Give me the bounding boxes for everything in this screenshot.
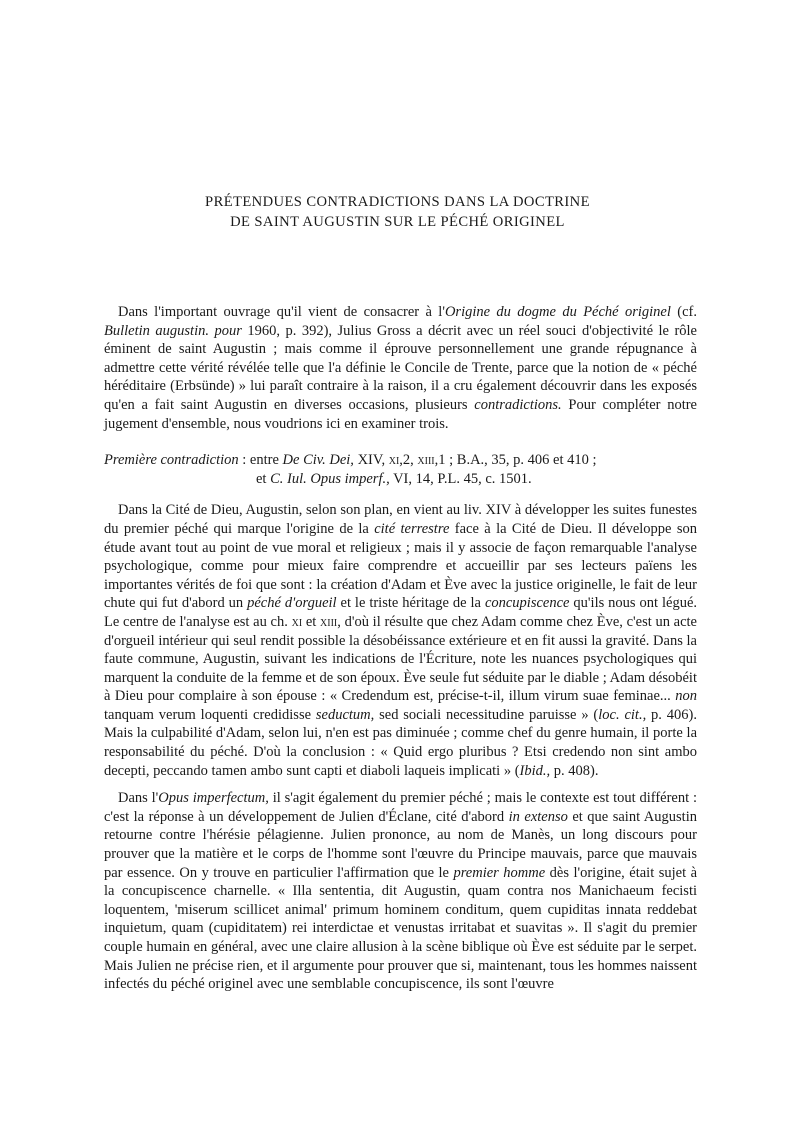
- emphasis: seductum,: [315, 706, 375, 723]
- text-run: et le triste héritage de la: [336, 595, 485, 612]
- text-run: Dans la Cité de Dieu, Augustin, selon son plan, en vient au liv. XIV à développer les suites funestes du premier péché qui marque l'origine de la: [104, 502, 697, 537]
- text-run: sed sociali necessitudine paruisse » (: [374, 706, 599, 723]
- emphasis: non: [675, 688, 697, 705]
- emphasis: premier homme: [453, 864, 546, 881]
- text-run: ,2,: [399, 452, 418, 469]
- text-run: dès l'origine, était sujet à la concupiscence charnelle. « Illa sententia, dit Augustin, quam contra nos Manichaeum fecisti loquentem, 'miserum scillicet animal' primum hominem conditum, quem cupiditas innata reddebat inquietum, quam (cupiditatem) rei interdictae et venustas irritabat et suavitas ». Il s'agit du premier couple humain en général, avec une claire allusion à la scène biblique où Ève est séduite par le serpet. Mais Julien ne précise rien, et il argumente pour prouver que si, maintenant, tous les hommes naissent infectés du péché originel avec une semblable concupiscence, ils sont l'œuvre: [104, 864, 698, 993]
- text-run: XIV,: [353, 452, 389, 469]
- intro-paragraph: [104, 303, 697, 433]
- text-run: Pour compléter notre jugement d'ensemble, nous voudrions ici en examiner trois.: [104, 396, 697, 432]
- title-line-2: DE SAINT AUGUSTIN SUR LE PÉCHÉ ORIGINEL: [230, 214, 565, 230]
- text-run: VI, 14, P.L. 45, c. 1501.: [389, 470, 532, 487]
- book-title: Origine du dogme du Péché originel: [444, 304, 671, 320]
- reference-label: Première contradiction: [104, 452, 239, 469]
- text-run: il s'agit également du premier péché ; mais le contexte est tout différent : c'est la réponse à un développement de Julien d'Éclane, cité d'abord: [104, 790, 697, 825]
- text-run: face à la Cité de Dieu. Il développe son étude avant tout au point de vue moral et religieux ; mais il y associe de façon remarquable l'analyse psychologique, comme pour mieux faire comprendre et accueillir par ses lecteurs païens les importantes vérités de foi que sont : la création d'Adam et Ève avec la justice originelle, le fait de leur chute qui fut d'abord un: [104, 520, 697, 612]
- citation: Ibid.,: [519, 762, 551, 779]
- emphasis: in extenso: [508, 808, 568, 825]
- text-run: Dans l': [118, 790, 159, 807]
- text-run: 1960, p. 392), Julius Gross a décrit avec un réel souci d'objectivité le rôle éminent de saint Augustin ; mais comme il éprouve personnellement une grande répugnance à admettre cette vérité révélée telle que l'a définie le Concile de Trente, parce que la notion de « péché héréditaire (Erbsünde) » lui paraît contraire à la raison, il a cru également découvrir dans les exposés qu'en a fait saint Augustin en diverses occasions, plusieurs: [104, 322, 697, 413]
- text-run: p. 406). Mais la culpabilité d'Adam, selon lui, n'en est pas diminuée ; comme chef du genre humain, il porte la responsabilité du péché. D'où la conclusion : « Quid ergo pluribus ? Etsi credendo non sint ambo decepti, peccando tamen ambo sunt capti et diaboli laqueis implicati » (: [104, 706, 697, 779]
- chapter-numeral: xiii: [417, 452, 435, 469]
- paragraph-opus-imperfectum: [104, 789, 697, 994]
- chapter-numeral: xi: [291, 613, 303, 630]
- work-title: Opus imperfectum,: [158, 790, 269, 807]
- emphasis: cité terrestre: [374, 520, 450, 537]
- text-run: tanquam verum loquenti credidisse: [104, 706, 316, 723]
- emphasis: concupiscence: [484, 595, 570, 612]
- text-run: et que saint Augustin retourne contre l'hérésie pélagienne. Julien prononce, au nom de Manès, un long discours pour prouver que la matière et le corps de l'homme sont l'œuvre du Principe mauvais, parce que mauvais par essence. On y trouve en particulier l'affirmation que le: [104, 808, 697, 881]
- text-run: et: [256, 470, 271, 487]
- paragraph-cite-de-dieu: [104, 501, 697, 780]
- text-run: (cf.: [670, 304, 697, 320]
- text-run: ,1 ; B.A., 35, p. 406 et 410 ;: [434, 452, 597, 469]
- emphasis: péché d'orgueil: [247, 595, 337, 612]
- article-body: [104, 303, 697, 1003]
- text-run: qu'ils nous ont légué. Le centre de l'analyse est au ch.: [104, 595, 698, 630]
- text-run: , d'où il résulte que chez Adam comme chez Ève, c'est un acte d'orgueil intérieur qui seul rendit possible la désobéissance extérieure et en fit aussi la gravité. Dans la faute commune, Augustin, suivant les indications de l'Écriture, note les nuances psychologiques qui marquent la conduite de la femme et de son époux. Ève seule fut séduite par le diable ; Adam désobéit à Dieu pour complaire à son épouse : « Credendum est, précise-t-il, illum virum suae feminae...: [104, 613, 697, 705]
- work-title: C. Iul. Opus imperf.,: [270, 470, 390, 487]
- emphasis: contradictions.: [474, 396, 562, 413]
- text-run: et: [302, 613, 321, 630]
- work-title: De Civ. Dei,: [282, 452, 354, 469]
- article-title: [100, 192, 695, 232]
- chapter-numeral: xi: [388, 452, 400, 469]
- text-run: Dans l'important ouvrage qu'il vient de consacrer à l': [118, 304, 445, 320]
- citation: loc. cit.,: [598, 706, 647, 723]
- journal-title: Bulletin augustin. pour: [104, 322, 242, 339]
- text-run: : entre: [238, 452, 283, 469]
- title-line-1: PRÉTENDUES CONTRADICTIONS DANS LA DOCTRINE: [205, 194, 590, 210]
- text-run: p. 408).: [550, 762, 599, 779]
- chapter-numeral: xiii: [320, 613, 338, 630]
- reference-line-2: [104, 470, 697, 489]
- reference-line-1: [104, 451, 697, 470]
- reference-heading: [104, 451, 697, 488]
